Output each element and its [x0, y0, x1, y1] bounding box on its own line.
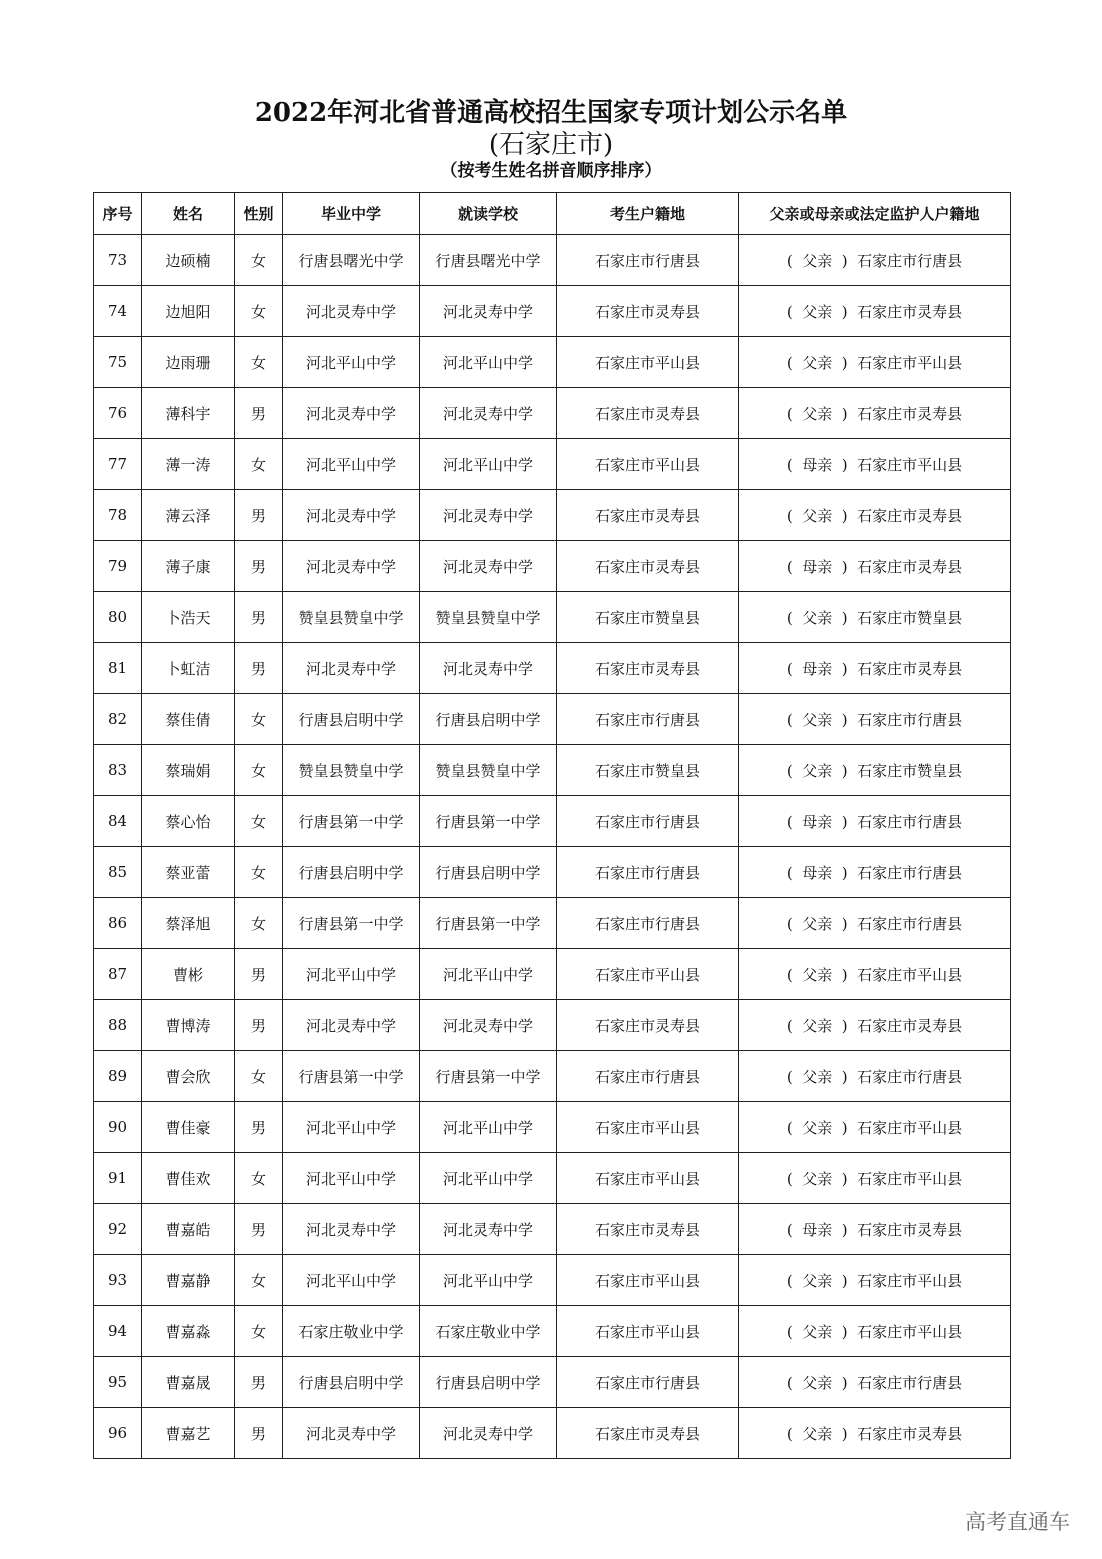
guardian-place: 石家庄市平山县: [857, 1322, 963, 1341]
cell-name: 薄科宇: [142, 388, 235, 439]
cell-student-hukou: 石家庄市行唐县: [557, 1051, 739, 1102]
cell-guardian-hukou: [739, 949, 1011, 1000]
cell-number: 74: [94, 286, 142, 337]
cell-gender: 女: [235, 1051, 283, 1102]
cell-number: 95: [94, 1357, 142, 1408]
cell-current-school: 河北灵寿中学: [420, 1204, 557, 1255]
table-row: [94, 694, 1011, 745]
cell-name: 曹嘉晟: [142, 1357, 235, 1408]
cell-student-hukou: 石家庄市灵寿县: [557, 286, 739, 337]
cell-name: 蔡佳倩: [142, 694, 235, 745]
header-student-hukou: 考生户籍地: [557, 193, 739, 235]
guardian-place: 石家庄市平山县: [857, 1169, 963, 1188]
guardian-place: 石家庄市行唐县: [857, 251, 963, 270]
table-row: [94, 898, 1011, 949]
cell-guardian-hukou: [739, 1204, 1011, 1255]
cell-guardian-hukou: [739, 796, 1011, 847]
cell-gender: 女: [235, 898, 283, 949]
guardian-place: 石家庄市行唐县: [857, 863, 963, 882]
cell-name: 边旭阳: [142, 286, 235, 337]
cell-name: 曹佳豪: [142, 1102, 235, 1153]
cell-current-school: 河北灵寿中学: [420, 388, 557, 439]
table-row: [94, 235, 1011, 286]
cell-name: 卜浩天: [142, 592, 235, 643]
cell-number: 86: [94, 898, 142, 949]
cell-gender: 男: [235, 1204, 283, 1255]
cell-gender: 女: [235, 1255, 283, 1306]
header-name: 姓名: [142, 193, 235, 235]
cell-guardian-hukou: [739, 745, 1011, 796]
guardian-relation: ( 父亲 ): [787, 1170, 857, 1188]
cell-gender: 女: [235, 1306, 283, 1357]
cell-name: 薄子康: [142, 541, 235, 592]
cell-student-hukou: 石家庄市行唐县: [557, 1357, 739, 1408]
guardian-relation: ( 母亲 ): [787, 456, 857, 474]
table-row: [94, 643, 1011, 694]
cell-number: 90: [94, 1102, 142, 1153]
cell-current-school: 行唐县启明中学: [420, 694, 557, 745]
cell-name: 蔡心怡: [142, 796, 235, 847]
cell-current-school: 河北灵寿中学: [420, 643, 557, 694]
guardian-place: 石家庄市行唐县: [857, 914, 963, 933]
cell-guardian-hukou: [739, 1051, 1011, 1102]
cell-name: 薄云泽: [142, 490, 235, 541]
guardian-relation: ( 父亲 ): [787, 1119, 857, 1137]
cell-number: 75: [94, 337, 142, 388]
cell-guardian-hukou: [739, 1306, 1011, 1357]
cell-guardian-hukou: [739, 1000, 1011, 1051]
table-row: [94, 1255, 1011, 1306]
guardian-relation: ( 父亲 ): [787, 966, 857, 984]
cell-name: 曹佳欢: [142, 1153, 235, 1204]
guardian-relation: ( 父亲 ): [787, 507, 857, 525]
guardian-relation: ( 母亲 ): [787, 1221, 857, 1239]
cell-guardian-hukou: [739, 1153, 1011, 1204]
cell-student-hukou: 石家庄市赞皇县: [557, 592, 739, 643]
cell-current-school: 河北平山中学: [420, 337, 557, 388]
header-guardian-hukou: 父亲或母亲或法定监护人户籍地: [739, 193, 1011, 235]
cell-gender: 男: [235, 388, 283, 439]
cell-number: 80: [94, 592, 142, 643]
guardian-place: 石家庄市平山县: [857, 1118, 963, 1137]
cell-current-school: 河北灵寿中学: [420, 1408, 557, 1459]
cell-guardian-hukou: [739, 694, 1011, 745]
cell-current-school: 赞皇县赞皇中学: [420, 592, 557, 643]
guardian-relation: ( 父亲 ): [787, 252, 857, 270]
cell-number: 79: [94, 541, 142, 592]
cell-student-hukou: 石家庄市灵寿县: [557, 490, 739, 541]
cell-graduated-school: 行唐县第一中学: [283, 898, 420, 949]
cell-current-school: 行唐县第一中学: [420, 898, 557, 949]
header-number: 序号: [94, 193, 142, 235]
cell-name: 曹博涛: [142, 1000, 235, 1051]
cell-graduated-school: 河北平山中学: [283, 1153, 420, 1204]
cell-current-school: 河北灵寿中学: [420, 1000, 557, 1051]
cell-guardian-hukou: [739, 1102, 1011, 1153]
cell-guardian-hukou: [739, 337, 1011, 388]
cell-number: 81: [94, 643, 142, 694]
cell-graduated-school: 河北灵寿中学: [283, 286, 420, 337]
cell-number: 93: [94, 1255, 142, 1306]
cell-guardian-hukou: [739, 286, 1011, 337]
cell-graduated-school: 行唐县曙光中学: [283, 235, 420, 286]
guardian-place: 石家庄市行唐县: [857, 710, 963, 729]
guardian-place: 石家庄市灵寿县: [857, 1016, 963, 1035]
cell-gender: 女: [235, 1153, 283, 1204]
cell-name: 曹彬: [142, 949, 235, 1000]
table-header-row: [94, 193, 1011, 235]
cell-graduated-school: 行唐县启明中学: [283, 694, 420, 745]
table-row: [94, 592, 1011, 643]
cell-graduated-school: 河北平山中学: [283, 949, 420, 1000]
cell-gender: 女: [235, 337, 283, 388]
guardian-place: 石家庄市行唐县: [857, 812, 963, 831]
cell-graduated-school: 河北平山中学: [283, 439, 420, 490]
cell-guardian-hukou: [739, 388, 1011, 439]
cell-gender: 女: [235, 745, 283, 796]
cell-student-hukou: 石家庄市灵寿县: [557, 1408, 739, 1459]
cell-gender: 女: [235, 796, 283, 847]
guardian-relation: ( 父亲 ): [787, 405, 857, 423]
cell-gender: 男: [235, 1102, 283, 1153]
watermark: 高考直通车: [965, 1510, 1070, 1534]
cell-student-hukou: 石家庄市灵寿县: [557, 643, 739, 694]
table-row: [94, 1102, 1011, 1153]
table-row: [94, 796, 1011, 847]
cell-guardian-hukou: [739, 1357, 1011, 1408]
cell-student-hukou: 石家庄市行唐县: [557, 694, 739, 745]
cell-student-hukou: 石家庄市平山县: [557, 1153, 739, 1204]
cell-name: 卜虹洁: [142, 643, 235, 694]
cell-name: 曹嘉艺: [142, 1408, 235, 1459]
cell-current-school: 河北灵寿中学: [420, 541, 557, 592]
table-row: [94, 1051, 1011, 1102]
guardian-relation: ( 父亲 ): [787, 1374, 857, 1392]
cell-student-hukou: 石家庄市灵寿县: [557, 1204, 739, 1255]
cell-number: 76: [94, 388, 142, 439]
table-row: [94, 1153, 1011, 1204]
cell-gender: 女: [235, 847, 283, 898]
cell-graduated-school: 河北灵寿中学: [283, 541, 420, 592]
cell-name: 曹会欣: [142, 1051, 235, 1102]
cell-student-hukou: 石家庄市灵寿县: [557, 1000, 739, 1051]
cell-student-hukou: 石家庄市灵寿县: [557, 388, 739, 439]
table-row: [94, 1408, 1011, 1459]
guardian-place: 石家庄市平山县: [857, 353, 963, 372]
cell-number: 77: [94, 439, 142, 490]
table-row: [94, 490, 1011, 541]
guardian-place: 石家庄市行唐县: [857, 1373, 963, 1392]
cell-gender: 男: [235, 1000, 283, 1051]
guardian-relation: ( 父亲 ): [787, 1425, 857, 1443]
cell-number: 91: [94, 1153, 142, 1204]
cell-graduated-school: 河北平山中学: [283, 1255, 420, 1306]
cell-number: 96: [94, 1408, 142, 1459]
document-subtitle: (石家庄市): [488, 130, 614, 160]
guardian-place: 石家庄市赞皇县: [857, 608, 963, 627]
cell-number: 73: [94, 235, 142, 286]
table-row: [94, 541, 1011, 592]
guardian-relation: ( 父亲 ): [787, 1068, 857, 1086]
cell-name: 蔡泽旭: [142, 898, 235, 949]
guardian-relation: ( 父亲 ): [787, 354, 857, 372]
guardian-relation: ( 父亲 ): [787, 1017, 857, 1035]
cell-gender: 男: [235, 1357, 283, 1408]
cell-number: 88: [94, 1000, 142, 1051]
cell-guardian-hukou: [739, 541, 1011, 592]
cell-student-hukou: 石家庄市行唐县: [557, 898, 739, 949]
cell-current-school: 河北平山中学: [420, 1102, 557, 1153]
cell-gender: 女: [235, 694, 283, 745]
guardian-relation: ( 父亲 ): [787, 915, 857, 933]
guardian-place: 石家庄市灵寿县: [857, 659, 963, 678]
table-row: [94, 847, 1011, 898]
cell-graduated-school: 河北灵寿中学: [283, 490, 420, 541]
cell-number: 85: [94, 847, 142, 898]
guardian-place: 石家庄市平山县: [857, 965, 963, 984]
guardian-place: 石家庄市行唐县: [857, 1067, 963, 1086]
cell-name: 薄一涛: [142, 439, 235, 490]
table-row: [94, 1357, 1011, 1408]
cell-gender: 男: [235, 490, 283, 541]
cell-current-school: 河北平山中学: [420, 1255, 557, 1306]
cell-current-school: 行唐县第一中学: [420, 796, 557, 847]
cell-graduated-school: 河北灵寿中学: [283, 1408, 420, 1459]
cell-graduated-school: 石家庄敬业中学: [283, 1306, 420, 1357]
cell-gender: 男: [235, 592, 283, 643]
cell-guardian-hukou: [739, 898, 1011, 949]
cell-name: 蔡瑞娟: [142, 745, 235, 796]
cell-current-school: 河北灵寿中学: [420, 286, 557, 337]
cell-gender: 女: [235, 439, 283, 490]
cell-guardian-hukou: [739, 847, 1011, 898]
cell-current-school: 河北平山中学: [420, 1153, 557, 1204]
table-row: [94, 1204, 1011, 1255]
guardian-place: 石家庄市赞皇县: [857, 761, 963, 780]
cell-student-hukou: 石家庄市平山县: [557, 439, 739, 490]
table-row: [94, 1306, 1011, 1357]
cell-student-hukou: 石家庄市平山县: [557, 337, 739, 388]
roster-table: [93, 192, 1011, 1459]
cell-number: 78: [94, 490, 142, 541]
cell-guardian-hukou: [739, 1255, 1011, 1306]
cell-gender: 男: [235, 541, 283, 592]
cell-graduated-school: 河北灵寿中学: [283, 1000, 420, 1051]
cell-graduated-school: 行唐县第一中学: [283, 1051, 420, 1102]
cell-student-hukou: 石家庄市行唐县: [557, 847, 739, 898]
cell-guardian-hukou: [739, 439, 1011, 490]
sort-note: （按考生姓名拼音顺序排序）: [440, 161, 662, 181]
cell-gender: 女: [235, 286, 283, 337]
cell-name: 曹嘉皓: [142, 1204, 235, 1255]
table-row: [94, 286, 1011, 337]
cell-name: 曹嘉淼: [142, 1306, 235, 1357]
cell-name: 边硕楠: [142, 235, 235, 286]
cell-name: 边雨珊: [142, 337, 235, 388]
guardian-relation: ( 父亲 ): [787, 609, 857, 627]
cell-graduated-school: 赞皇县赞皇中学: [283, 592, 420, 643]
table-row: [94, 439, 1011, 490]
cell-guardian-hukou: [739, 1408, 1011, 1459]
cell-name: 蔡亚蕾: [142, 847, 235, 898]
guardian-place: 石家庄市灵寿县: [857, 404, 963, 423]
guardian-place: 石家庄市灵寿县: [857, 557, 963, 576]
cell-current-school: 河北平山中学: [420, 949, 557, 1000]
cell-current-school: 行唐县第一中学: [420, 1051, 557, 1102]
cell-student-hukou: 石家庄市平山县: [557, 1255, 739, 1306]
guardian-relation: ( 父亲 ): [787, 1272, 857, 1290]
cell-gender: 男: [235, 949, 283, 1000]
cell-current-school: 石家庄敬业中学: [420, 1306, 557, 1357]
document-title: 2022年河北省普通高校招生国家专项计划公示名单: [254, 98, 848, 128]
cell-guardian-hukou: [739, 490, 1011, 541]
table-row: [94, 949, 1011, 1000]
guardian-place: 石家庄市平山县: [857, 1271, 963, 1290]
cell-student-hukou: 石家庄市行唐县: [557, 235, 739, 286]
cell-gender: 女: [235, 235, 283, 286]
cell-number: 92: [94, 1204, 142, 1255]
table-row: [94, 388, 1011, 439]
cell-guardian-hukou: [739, 235, 1011, 286]
table-row: [94, 745, 1011, 796]
cell-guardian-hukou: [739, 592, 1011, 643]
cell-student-hukou: 石家庄市平山县: [557, 949, 739, 1000]
cell-current-school: 赞皇县赞皇中学: [420, 745, 557, 796]
cell-graduated-school: 行唐县启明中学: [283, 1357, 420, 1408]
guardian-relation: ( 母亲 ): [787, 864, 857, 882]
cell-student-hukou: 石家庄市赞皇县: [557, 745, 739, 796]
cell-graduated-school: 行唐县第一中学: [283, 796, 420, 847]
cell-number: 82: [94, 694, 142, 745]
cell-number: 84: [94, 796, 142, 847]
guardian-place: 石家庄市灵寿县: [857, 506, 963, 525]
guardian-relation: ( 父亲 ): [787, 1323, 857, 1341]
cell-current-school: 行唐县启明中学: [420, 847, 557, 898]
guardian-relation: ( 父亲 ): [787, 303, 857, 321]
cell-guardian-hukou: [739, 643, 1011, 694]
cell-graduated-school: 赞皇县赞皇中学: [283, 745, 420, 796]
header-graduated-school: 毕业中学: [283, 193, 420, 235]
cell-number: 83: [94, 745, 142, 796]
header-gender: 性别: [235, 193, 283, 235]
cell-graduated-school: 河北灵寿中学: [283, 643, 420, 694]
cell-name: 曹嘉静: [142, 1255, 235, 1306]
cell-gender: 男: [235, 1408, 283, 1459]
cell-gender: 男: [235, 643, 283, 694]
cell-student-hukou: 石家庄市灵寿县: [557, 541, 739, 592]
guardian-relation: ( 父亲 ): [787, 711, 857, 729]
guardian-place: 石家庄市平山县: [857, 455, 963, 474]
header-current-school: 就读学校: [420, 193, 557, 235]
cell-current-school: 行唐县启明中学: [420, 1357, 557, 1408]
guardian-relation: ( 母亲 ): [787, 813, 857, 831]
cell-number: 94: [94, 1306, 142, 1357]
cell-number: 87: [94, 949, 142, 1000]
cell-number: 89: [94, 1051, 142, 1102]
cell-student-hukou: 石家庄市平山县: [557, 1102, 739, 1153]
cell-graduated-school: 行唐县启明中学: [283, 847, 420, 898]
guardian-place: 石家庄市灵寿县: [857, 302, 963, 321]
table-row: [94, 1000, 1011, 1051]
cell-graduated-school: 河北灵寿中学: [283, 388, 420, 439]
guardian-place: 石家庄市灵寿县: [857, 1220, 963, 1239]
cell-graduated-school: 河北灵寿中学: [283, 1204, 420, 1255]
cell-graduated-school: 河北平山中学: [283, 337, 420, 388]
guardian-relation: ( 母亲 ): [787, 558, 857, 576]
cell-student-hukou: 石家庄市平山县: [557, 1306, 739, 1357]
guardian-place: 石家庄市灵寿县: [857, 1424, 963, 1443]
cell-graduated-school: 河北平山中学: [283, 1102, 420, 1153]
cell-current-school: 河北平山中学: [420, 439, 557, 490]
cell-student-hukou: 石家庄市行唐县: [557, 796, 739, 847]
cell-current-school: 行唐县曙光中学: [420, 235, 557, 286]
cell-current-school: 河北灵寿中学: [420, 490, 557, 541]
table-row: [94, 337, 1011, 388]
guardian-relation: ( 父亲 ): [787, 762, 857, 780]
guardian-relation: ( 母亲 ): [787, 660, 857, 678]
